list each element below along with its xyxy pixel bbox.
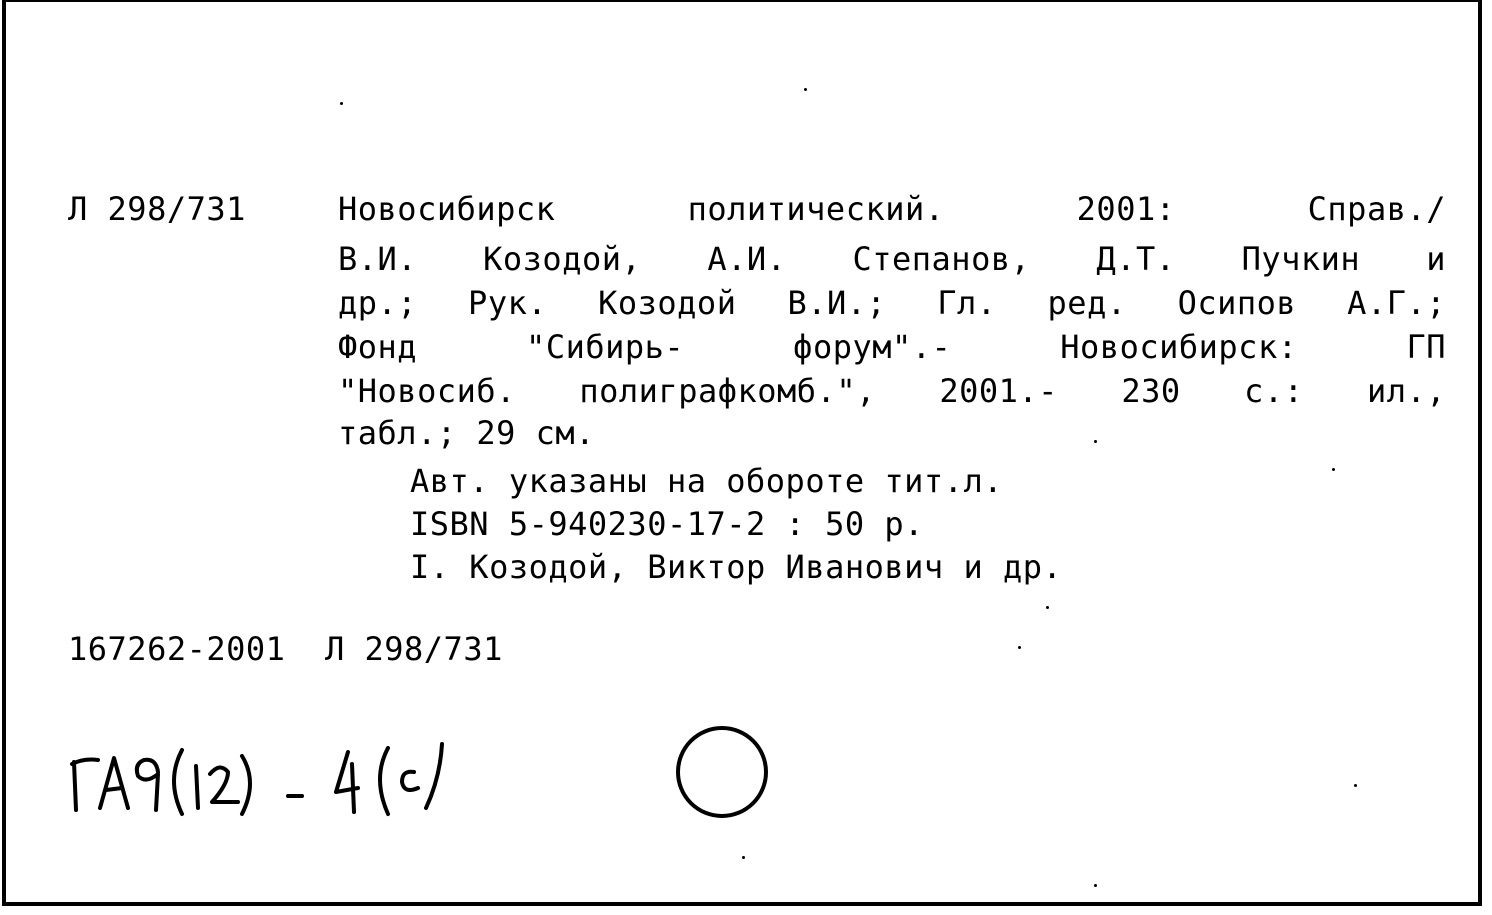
circle-mark bbox=[676, 726, 768, 818]
note-isbn: ISBN 5-940230-17-2 : 50 р. bbox=[410, 505, 924, 543]
card-right-border bbox=[1478, 2, 1482, 902]
scan-speck bbox=[804, 88, 807, 91]
accession-number: 167262-2001 Л 298/731 bbox=[68, 630, 503, 668]
description-line: табл.; 29 см. bbox=[338, 414, 595, 452]
scan-speck bbox=[1094, 440, 1097, 443]
note-authors: Авт. указаны на обороте тит.л. bbox=[410, 462, 1003, 500]
scan-speck bbox=[1018, 646, 1021, 649]
scan-speck bbox=[1354, 784, 1357, 787]
handwritten-classification bbox=[62, 722, 462, 826]
description-line: др.; Рук. Козодой В.И.; Гл. ред. Осипов А.Г.; bbox=[338, 284, 1446, 322]
handwritten-code-drawing bbox=[62, 722, 462, 822]
description-line: В.И. Козодой, А.И. Степанов, Д.Т. Пучкин и bbox=[338, 240, 1446, 278]
scan-speck bbox=[1094, 884, 1097, 887]
scan-speck bbox=[1046, 606, 1049, 609]
scan-speck bbox=[1332, 468, 1335, 471]
scan-speck bbox=[742, 856, 745, 859]
shelf-mark: Л 298/731 bbox=[68, 190, 246, 228]
description-line: Фонд "Сибирь- форум".- Новосибирск: ГП bbox=[338, 328, 1446, 366]
scan-speck bbox=[340, 102, 343, 105]
description-line: Новосибирск политический. 2001: Справ./ bbox=[338, 190, 1446, 228]
description-line: "Новосиб. полиграфкомб.", 2001.- 230 с.: ил., bbox=[338, 372, 1446, 410]
note-added-entry: I. Козодой, Виктор Иванович и др. bbox=[410, 548, 1063, 586]
